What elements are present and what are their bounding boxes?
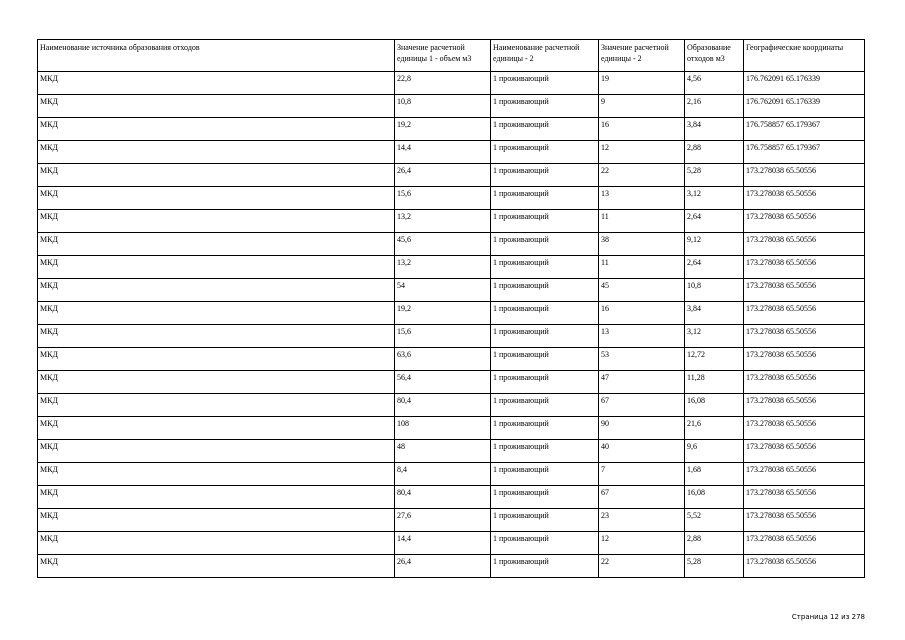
cell-unit-name-2: 1 проживающий — [491, 486, 599, 509]
cell-unit-value-1: 56,4 — [395, 371, 491, 394]
cell-unit-value-2: 22 — [599, 164, 685, 187]
cell-unit-value-1: 27,6 — [395, 509, 491, 532]
cell-waste-volume: 2,64 — [685, 256, 744, 279]
header-unit-value-1: Значение расчетной единицы 1 - объем м3 — [395, 40, 491, 72]
cell-unit-value-1: 108 — [395, 417, 491, 440]
cell-source-name: МКД — [38, 486, 395, 509]
cell-coordinates: 176.758857 65.179367 — [744, 118, 865, 141]
cell-source-name: МКД — [38, 187, 395, 210]
table-row — [38, 325, 865, 348]
cell-unit-value-1: 48 — [395, 440, 491, 463]
cell-unit-name-2: 1 проживающий — [491, 141, 599, 164]
cell-unit-value-2: 40 — [599, 440, 685, 463]
table-row — [38, 463, 865, 486]
cell-waste-volume: 21,6 — [685, 417, 744, 440]
cell-waste-volume: 5,28 — [685, 164, 744, 187]
cell-unit-value-2: 9 — [599, 95, 685, 118]
cell-waste-volume: 4,56 — [685, 72, 744, 95]
cell-unit-value-1: 10,8 — [395, 95, 491, 118]
table-row — [38, 233, 865, 256]
cell-unit-name-2: 1 проживающий — [491, 164, 599, 187]
cell-source-name: МКД — [38, 463, 395, 486]
table-row — [38, 348, 865, 371]
table-row — [38, 509, 865, 532]
cell-waste-volume: 9,12 — [685, 233, 744, 256]
table-row — [38, 486, 865, 509]
cell-coordinates: 173.278038 65.50556 — [744, 394, 865, 417]
table-row — [38, 187, 865, 210]
cell-coordinates: 173.278038 65.50556 — [744, 348, 865, 371]
cell-unit-name-2: 1 проживающий — [491, 210, 599, 233]
cell-waste-volume: 3,84 — [685, 118, 744, 141]
cell-unit-value-2: 19 — [599, 72, 685, 95]
header-unit-name-2: Наименование расчетной единицы - 2 — [491, 40, 599, 72]
table-row — [38, 555, 865, 578]
cell-source-name: МКД — [38, 210, 395, 233]
cell-unit-value-2: 13 — [599, 325, 685, 348]
cell-waste-volume: 2,88 — [685, 141, 744, 164]
cell-waste-volume: 1,68 — [685, 463, 744, 486]
cell-unit-value-1: 26,4 — [395, 164, 491, 187]
cell-unit-name-2: 1 проживающий — [491, 233, 599, 256]
cell-coordinates: 173.278038 65.50556 — [744, 187, 865, 210]
cell-waste-volume: 16,08 — [685, 486, 744, 509]
cell-unit-value-2: 7 — [599, 463, 685, 486]
cell-coordinates: 173.278038 65.50556 — [744, 440, 865, 463]
cell-unit-value-1: 45,6 — [395, 233, 491, 256]
cell-waste-volume: 11,28 — [685, 371, 744, 394]
cell-unit-value-1: 8,4 — [395, 463, 491, 486]
cell-unit-value-2: 13 — [599, 187, 685, 210]
cell-coordinates: 173.278038 65.50556 — [744, 417, 865, 440]
cell-source-name: МКД — [38, 302, 395, 325]
cell-coordinates: 173.278038 65.50556 — [744, 509, 865, 532]
cell-coordinates: 173.278038 65.50556 — [744, 486, 865, 509]
cell-source-name: МКД — [38, 256, 395, 279]
header-coordinates: Географические координаты — [744, 40, 865, 72]
cell-coordinates: 173.278038 65.50556 — [744, 256, 865, 279]
table-row — [38, 141, 865, 164]
cell-waste-volume: 3,12 — [685, 187, 744, 210]
cell-unit-value-2: 12 — [599, 532, 685, 555]
cell-source-name: МКД — [38, 118, 395, 141]
cell-coordinates: 176.758857 65.179367 — [744, 141, 865, 164]
table-row — [38, 256, 865, 279]
cell-unit-value-2: 53 — [599, 348, 685, 371]
cell-source-name: МКД — [38, 72, 395, 95]
table-row — [38, 118, 865, 141]
waste-sources-table — [37, 39, 865, 578]
cell-source-name: МКД — [38, 279, 395, 302]
cell-coordinates: 173.278038 65.50556 — [744, 463, 865, 486]
cell-waste-volume: 10,8 — [685, 279, 744, 302]
cell-unit-name-2: 1 проживающий — [491, 95, 599, 118]
cell-unit-value-2: 16 — [599, 118, 685, 141]
cell-unit-name-2: 1 проживающий — [491, 279, 599, 302]
table-row — [38, 95, 865, 118]
cell-unit-name-2: 1 проживающий — [491, 118, 599, 141]
cell-unit-value-1: 15,6 — [395, 187, 491, 210]
cell-waste-volume: 5,52 — [685, 509, 744, 532]
cell-unit-value-2: 67 — [599, 486, 685, 509]
cell-unit-value-2: 22 — [599, 555, 685, 578]
header-unit-value-2: Значение расчетной единицы - 2 — [599, 40, 685, 72]
cell-source-name: МКД — [38, 141, 395, 164]
cell-waste-volume: 2,64 — [685, 210, 744, 233]
cell-coordinates: 173.278038 65.50556 — [744, 555, 865, 578]
table-row — [38, 417, 865, 440]
cell-unit-name-2: 1 проживающий — [491, 187, 599, 210]
cell-source-name: МКД — [38, 509, 395, 532]
cell-waste-volume: 2,16 — [685, 95, 744, 118]
cell-unit-name-2: 1 проживающий — [491, 302, 599, 325]
cell-coordinates: 173.278038 65.50556 — [744, 371, 865, 394]
cell-unit-value-2: 12 — [599, 141, 685, 164]
cell-waste-volume: 9,6 — [685, 440, 744, 463]
cell-unit-name-2: 1 проживающий — [491, 325, 599, 348]
cell-unit-value-1: 14,4 — [395, 532, 491, 555]
cell-waste-volume: 16,08 — [685, 394, 744, 417]
cell-unit-name-2: 1 проживающий — [491, 440, 599, 463]
cell-coordinates: 176.762091 65.176339 — [744, 95, 865, 118]
cell-unit-value-1: 13,2 — [395, 210, 491, 233]
cell-coordinates: 173.278038 65.50556 — [744, 233, 865, 256]
cell-coordinates: 173.278038 65.50556 — [744, 532, 865, 555]
table-row — [38, 532, 865, 555]
cell-unit-name-2: 1 проживающий — [491, 256, 599, 279]
cell-waste-volume: 2,88 — [685, 532, 744, 555]
cell-coordinates: 176.762091 65.176339 — [744, 72, 865, 95]
cell-unit-value-1: 14,4 — [395, 141, 491, 164]
cell-unit-value-2: 90 — [599, 417, 685, 440]
cell-coordinates: 173.278038 65.50556 — [744, 325, 865, 348]
cell-source-name: МКД — [38, 532, 395, 555]
header-waste-volume: Образование отходов м3 — [685, 40, 744, 72]
table-header-row — [38, 40, 865, 72]
table-row — [38, 394, 865, 417]
cell-source-name: МКД — [38, 417, 395, 440]
cell-unit-value-1: 80,4 — [395, 486, 491, 509]
cell-unit-value-1: 22,8 — [395, 72, 491, 95]
table-body — [38, 72, 865, 578]
cell-unit-value-2: 23 — [599, 509, 685, 532]
table-row — [38, 72, 865, 95]
header-source-name: Наименование источника образования отходов — [38, 40, 395, 72]
cell-waste-volume: 5,28 — [685, 555, 744, 578]
cell-coordinates: 173.278038 65.50556 — [744, 164, 865, 187]
cell-coordinates: 173.278038 65.50556 — [744, 279, 865, 302]
cell-unit-name-2: 1 проживающий — [491, 509, 599, 532]
cell-unit-name-2: 1 проживающий — [491, 371, 599, 394]
cell-unit-value-2: 11 — [599, 256, 685, 279]
cell-unit-value-1: 80,4 — [395, 394, 491, 417]
cell-unit-value-2: 16 — [599, 302, 685, 325]
cell-unit-name-2: 1 проживающий — [491, 417, 599, 440]
cell-source-name: МКД — [38, 95, 395, 118]
cell-source-name: МКД — [38, 555, 395, 578]
page-number: Страница 12 из 278 — [791, 613, 865, 621]
cell-unit-value-2: 67 — [599, 394, 685, 417]
cell-coordinates: 173.278038 65.50556 — [744, 302, 865, 325]
cell-unit-value-1: 63,6 — [395, 348, 491, 371]
table-row — [38, 302, 865, 325]
cell-waste-volume: 3,12 — [685, 325, 744, 348]
table-row — [38, 371, 865, 394]
cell-unit-value-2: 45 — [599, 279, 685, 302]
cell-source-name: МКД — [38, 394, 395, 417]
cell-unit-value-1: 19,2 — [395, 118, 491, 141]
cell-waste-volume: 3,84 — [685, 302, 744, 325]
table-row — [38, 440, 865, 463]
cell-waste-volume: 12,72 — [685, 348, 744, 371]
cell-source-name: МКД — [38, 164, 395, 187]
cell-unit-name-2: 1 проживающий — [491, 72, 599, 95]
cell-unit-value-2: 38 — [599, 233, 685, 256]
cell-source-name: МКД — [38, 233, 395, 256]
cell-unit-value-1: 19,2 — [395, 302, 491, 325]
cell-unit-value-1: 54 — [395, 279, 491, 302]
cell-unit-name-2: 1 проживающий — [491, 532, 599, 555]
cell-unit-value-1: 15,6 — [395, 325, 491, 348]
cell-unit-name-2: 1 проживающий — [491, 348, 599, 371]
cell-unit-name-2: 1 проживающий — [491, 394, 599, 417]
cell-source-name: МКД — [38, 348, 395, 371]
cell-source-name: МКД — [38, 440, 395, 463]
cell-unit-name-2: 1 проживающий — [491, 555, 599, 578]
cell-unit-value-1: 26,4 — [395, 555, 491, 578]
cell-unit-value-2: 47 — [599, 371, 685, 394]
cell-unit-name-2: 1 проживающий — [491, 463, 599, 486]
cell-unit-value-1: 13,2 — [395, 256, 491, 279]
cell-source-name: МКД — [38, 371, 395, 394]
cell-source-name: МКД — [38, 325, 395, 348]
table-row — [38, 210, 865, 233]
table-row — [38, 164, 865, 187]
cell-coordinates: 173.278038 65.50556 — [744, 210, 865, 233]
table-row — [38, 279, 865, 302]
cell-unit-value-2: 11 — [599, 210, 685, 233]
